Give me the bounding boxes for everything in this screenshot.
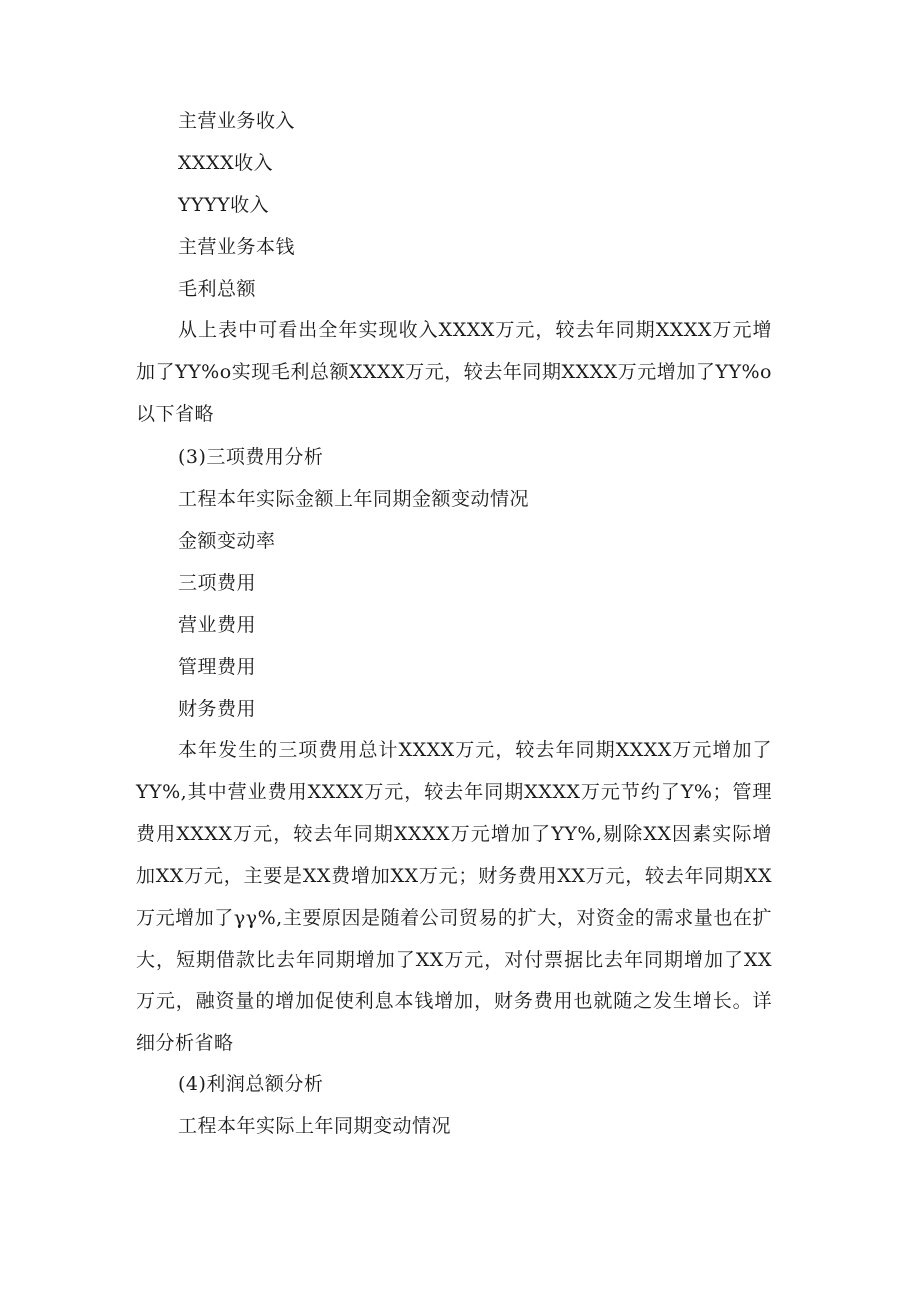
table-row-operating-expenses: 营业费用: [178, 614, 257, 636]
table-row-financial-expenses: 财务费用: [178, 698, 257, 720]
table-header-expenses: 工程本年实际金额上年同期金额变动情况: [178, 488, 530, 510]
section-heading-three-expenses: (3)三项费用分析: [178, 446, 324, 468]
section-heading-profit: (4)利润总额分析: [178, 1073, 324, 1095]
paragraph-revenue-analysis: 从上表中可看出全年实现收入XXXX万元，较去年同期XXXX万元增加了YY%o实现毛利总额XXXX万元，较去年同期XXXX万元增加了YY%o以下省略: [136, 319, 772, 425]
table-header-profit: 工程本年实际上年同期变动情况: [178, 1115, 452, 1137]
table-row-gross-profit: 毛利总额: [178, 278, 257, 300]
table-row-management-expenses: 管理费用: [178, 656, 257, 678]
table-row-xxxx-revenue: XXXX收入: [178, 152, 274, 174]
table-row-main-cost: 主营业务本钱: [178, 236, 296, 258]
paragraph-expense-analysis: 本年发生的三项费用总计XXXX万元，较去年同期XXXX万元增加了YY%,其中营业费用XXXX万元，较去年同期XXXX万元节约了Y%；管理费用XXXX万元，较去年同期XXXX万元增加了YY%,剔除XX因素实际增加XX万元，主要是XX费增加XX万元；财务费用XX万元，较去年同期XX万元增加了γγ%,主要原因是随着公司贸易的扩大，对资金的需求量也在扩大，短期借款比去年同期增加了XX万元，对付票据比去年同期增加了XX万元，融资量的增加促使利息本钱增加，财务费用也就随之发生增长。详细分析省略: [136, 739, 772, 1055]
table-header-change-rate: 金额变动率: [178, 530, 276, 552]
table-row-three-expenses: 三项费用: [178, 572, 257, 594]
table-row-yyyy-revenue: YYYY收入: [178, 194, 270, 216]
table-row-main-revenue: 主营业务收入: [178, 110, 296, 132]
